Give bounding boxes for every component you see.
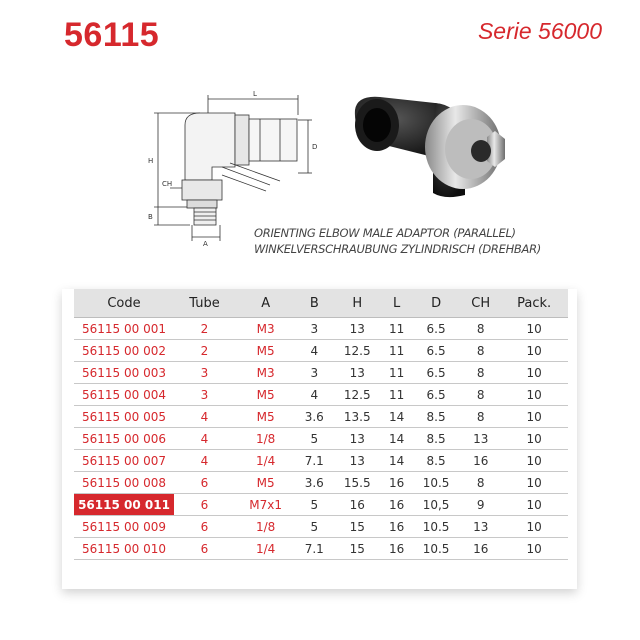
cell-tube: 4 xyxy=(174,428,235,450)
table-row xyxy=(74,516,568,538)
cell-ch: 13 xyxy=(461,428,500,450)
cell-d: 6.5 xyxy=(411,362,461,384)
col-header-ch: CH xyxy=(461,289,500,318)
cell-b: 7.1 xyxy=(296,538,332,560)
col-header-code: Code xyxy=(74,289,174,318)
cell-ch: 8 xyxy=(461,384,500,406)
col-header-pack: Pack. xyxy=(500,289,568,318)
spec-table-body xyxy=(74,318,568,560)
cell-tube: 4 xyxy=(174,406,235,428)
cell-ch: 8 xyxy=(461,340,500,362)
cell-l: 11 xyxy=(382,362,411,384)
cell-ch: 8 xyxy=(461,472,500,494)
cell-d: 10,5 xyxy=(411,494,461,516)
dim-label-d: D xyxy=(312,143,318,151)
cell-pack: 10 xyxy=(500,494,568,516)
cell-a: M5 xyxy=(235,406,296,428)
table-row xyxy=(74,318,568,340)
spec-table-header-row xyxy=(74,289,568,318)
cell-h: 15 xyxy=(332,538,382,560)
cell-h: 16 xyxy=(332,494,382,516)
cell-pack: 10 xyxy=(500,428,568,450)
cell-l: 11 xyxy=(382,384,411,406)
cell-ch: 8 xyxy=(461,362,500,384)
cell-tube: 6 xyxy=(174,516,235,538)
cell-ch: 13 xyxy=(461,516,500,538)
product-description xyxy=(254,225,541,257)
cell-h: 13 xyxy=(332,362,382,384)
cell-pack: 10 xyxy=(500,318,568,340)
cell-l: 14 xyxy=(382,428,411,450)
table-row xyxy=(74,406,568,428)
cell-a: 1/8 xyxy=(235,428,296,450)
table-row xyxy=(74,472,568,494)
dim-label-ch: CH xyxy=(162,180,173,188)
table-row xyxy=(74,494,568,516)
dim-label-l: L xyxy=(253,90,257,98)
cell-tube: 3 xyxy=(174,384,235,406)
cell-h: 13.5 xyxy=(332,406,382,428)
cell-tube: 6 xyxy=(174,538,235,560)
cell-h: 15.5 xyxy=(332,472,382,494)
cell-code: 56115 00 006 xyxy=(74,428,174,450)
cell-code: 56115 00 005 xyxy=(74,406,174,428)
cell-b: 3 xyxy=(296,318,332,340)
table-row xyxy=(74,384,568,406)
cell-d: 6.5 xyxy=(411,340,461,362)
cell-d: 8.5 xyxy=(411,406,461,428)
cell-code: 56115 00 010 xyxy=(74,538,174,560)
cell-h: 13 xyxy=(332,318,382,340)
table-row xyxy=(74,362,568,384)
cell-b: 3.6 xyxy=(296,472,332,494)
col-header-tube: Tube xyxy=(174,289,235,318)
cell-b: 3 xyxy=(296,362,332,384)
cell-a: 1/4 xyxy=(235,538,296,560)
table-row xyxy=(74,538,568,560)
col-header-h: H xyxy=(332,289,382,318)
cell-d: 10.5 xyxy=(411,538,461,560)
cell-h: 12.5 xyxy=(332,340,382,362)
cell-pack: 10 xyxy=(500,384,568,406)
cell-a: M7x1 xyxy=(235,494,296,516)
cell-ch: 9 xyxy=(461,494,500,516)
cell-l: 11 xyxy=(382,340,411,362)
table-row xyxy=(74,340,568,362)
cell-pack: 10 xyxy=(500,362,568,384)
cell-code: 56115 00 008 xyxy=(74,472,174,494)
cell-ch: 16 xyxy=(461,538,500,560)
cell-tube: 4 xyxy=(174,450,235,472)
cell-tube: 2 xyxy=(174,340,235,362)
series-label: Serie 56000 xyxy=(477,18,602,44)
product-photo xyxy=(345,85,535,225)
cell-l: 14 xyxy=(382,450,411,472)
cell-code: 56115 00 007 xyxy=(74,450,174,472)
cell-ch: 8 xyxy=(461,406,500,428)
cell-d: 6.5 xyxy=(411,318,461,340)
cell-l: 16 xyxy=(382,472,411,494)
cell-l: 11 xyxy=(382,318,411,340)
cell-l: 16 xyxy=(382,494,411,516)
description-german: WINKELVERSCHRAUBUNG ZYLINDRISCH (DREHBAR) xyxy=(254,242,541,256)
cell-pack: 10 xyxy=(500,472,568,494)
cell-a: M3 xyxy=(235,362,296,384)
cell-b: 7.1 xyxy=(296,450,332,472)
cell-tube: 3 xyxy=(174,362,235,384)
cell-pack: 10 xyxy=(500,516,568,538)
cell-code: 56115 00 001 xyxy=(74,318,174,340)
cell-b: 5 xyxy=(296,494,332,516)
cell-a: M5 xyxy=(235,384,296,406)
col-header-d: D xyxy=(411,289,461,318)
cell-b: 4 xyxy=(296,384,332,406)
cell-code: 56115 00 003 xyxy=(74,362,174,384)
table-row xyxy=(74,450,568,472)
cell-a: 1/8 xyxy=(235,516,296,538)
table-row xyxy=(74,428,568,450)
cell-pack: 10 xyxy=(500,340,568,362)
cell-code: 56115 00 004 xyxy=(74,384,174,406)
cell-code: 56115 00 011 xyxy=(74,494,174,516)
cell-d: 8.5 xyxy=(411,428,461,450)
dim-label-b: B xyxy=(148,213,153,221)
cell-tube: 2 xyxy=(174,318,235,340)
cell-h: 13 xyxy=(332,428,382,450)
cell-pack: 10 xyxy=(500,450,568,472)
cell-h: 12.5 xyxy=(332,384,382,406)
cell-ch: 16 xyxy=(461,450,500,472)
cell-l: 16 xyxy=(382,516,411,538)
cell-code: 56115 00 002 xyxy=(74,340,174,362)
cell-d: 8.5 xyxy=(411,450,461,472)
cell-d: 10.5 xyxy=(411,516,461,538)
cell-b: 5 xyxy=(296,428,332,450)
cell-b: 3.6 xyxy=(296,406,332,428)
cell-pack: 10 xyxy=(500,406,568,428)
cell-pack: 10 xyxy=(500,538,568,560)
cell-ch: 8 xyxy=(461,318,500,340)
cell-code: 56115 00 009 xyxy=(74,516,174,538)
description-english: ORIENTING ELBOW MALE ADAPTOR (PARALLEL) xyxy=(254,226,516,240)
cell-d: 6.5 xyxy=(411,384,461,406)
cell-tube: 6 xyxy=(174,472,235,494)
col-header-b: B xyxy=(296,289,332,318)
cell-a: M5 xyxy=(235,472,296,494)
dim-label-h: H xyxy=(148,157,154,165)
cell-l: 16 xyxy=(382,538,411,560)
product-code-title: 56115 xyxy=(64,16,160,54)
cell-a: 1/4 xyxy=(235,450,296,472)
spec-table xyxy=(74,289,568,560)
cell-a: M3 xyxy=(235,318,296,340)
cell-tube: 6 xyxy=(174,494,235,516)
cell-b: 4 xyxy=(296,340,332,362)
cell-a: M5 xyxy=(235,340,296,362)
cell-h: 15 xyxy=(332,516,382,538)
cell-l: 14 xyxy=(382,406,411,428)
dim-label-a: A xyxy=(203,240,208,248)
cell-d: 10.5 xyxy=(411,472,461,494)
col-header-a: A xyxy=(235,289,296,318)
col-header-l: L xyxy=(382,289,411,318)
cell-b: 5 xyxy=(296,516,332,538)
cell-h: 13 xyxy=(332,450,382,472)
